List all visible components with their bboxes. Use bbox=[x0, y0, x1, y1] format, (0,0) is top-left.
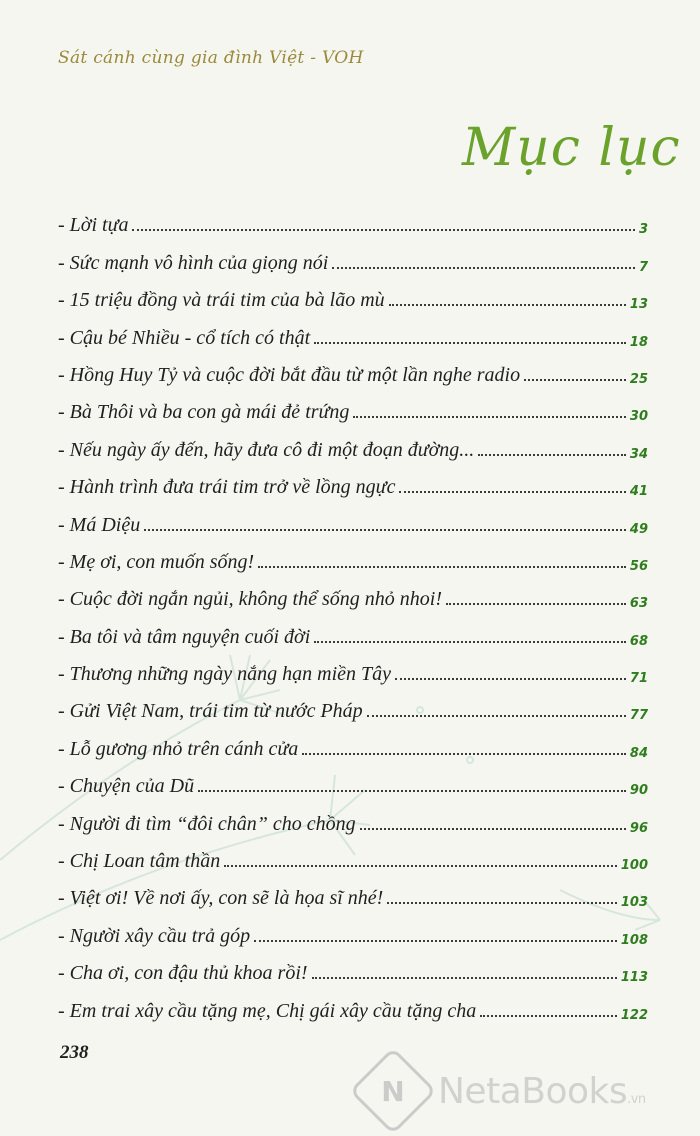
toc-entry bbox=[58, 611, 648, 648]
toc-entry-page: 108 bbox=[620, 932, 648, 948]
toc-leader-dots bbox=[224, 865, 617, 867]
toc-entry-page: 34 bbox=[629, 446, 648, 462]
toc-entry bbox=[58, 836, 648, 873]
toc-entry bbox=[58, 275, 648, 312]
toc-entry-title: - Chị Loan tâm thần bbox=[58, 850, 221, 873]
toc-leader-dots bbox=[258, 566, 626, 568]
page-number: 238 bbox=[60, 1042, 89, 1063]
toc-entry-page: 122 bbox=[620, 1007, 648, 1023]
toc-leader-dots bbox=[132, 229, 634, 231]
toc-entry-title: - Em trai xây cầu tặng mẹ, Chị gái xây cầu tặng cha bbox=[58, 999, 477, 1022]
toc-entry-page: 100 bbox=[620, 858, 648, 874]
toc-leader-dots bbox=[332, 267, 635, 269]
toc-entry bbox=[58, 686, 648, 723]
toc-entry bbox=[58, 312, 648, 349]
toc-entry bbox=[58, 537, 648, 574]
toc-entry bbox=[58, 237, 648, 274]
toc-entry-page: 30 bbox=[629, 409, 648, 425]
toc-leader-dots bbox=[353, 416, 625, 418]
toc-entry bbox=[58, 985, 648, 1022]
toc-entry-page: 113 bbox=[620, 970, 648, 986]
toc-entry-title: - Lời tựa bbox=[58, 214, 129, 237]
toc-entry-page: 49 bbox=[629, 521, 648, 537]
toc-leader-dots bbox=[254, 940, 617, 942]
toc-entry-page: 63 bbox=[629, 596, 648, 612]
toc-leader-dots bbox=[389, 304, 626, 306]
toc-entry-page: 13 bbox=[629, 297, 648, 313]
toc-entry bbox=[58, 462, 648, 499]
toc-entry-page: 25 bbox=[629, 371, 648, 387]
toc-entry bbox=[58, 798, 648, 835]
toc-entry bbox=[58, 200, 648, 237]
toc-list bbox=[58, 200, 648, 1023]
toc-entry bbox=[58, 424, 648, 461]
toc-leader-dots bbox=[399, 491, 625, 493]
toc-entry-page: 56 bbox=[629, 558, 648, 574]
toc-entry-title: - Người xây cầu trả góp bbox=[58, 924, 251, 947]
toc-entry-title: - Việt ơi! Về nơi ấy, con sẽ là họa sĩ nhé! bbox=[58, 887, 384, 910]
toc-entry-page: 7 bbox=[638, 259, 648, 275]
toc-entry-page: 77 bbox=[629, 708, 648, 724]
toc-leader-dots bbox=[478, 454, 626, 456]
toc-entry-title: - Ba tôi và tâm nguyện cuối đời bbox=[58, 625, 311, 648]
toc-entry-title: - Hồng Huy Tỷ và cuộc đời bắt đầu từ một lần nghe radio bbox=[58, 363, 521, 386]
toc-entry bbox=[58, 649, 648, 686]
watermark-text: NetaBooks.vn bbox=[438, 1070, 646, 1112]
toc-entry-title: - Cậu bé Nhiều - cổ tích có thật bbox=[58, 326, 311, 349]
toc-leader-dots bbox=[360, 828, 626, 830]
toc-entry-title: - 15 triệu đồng và trái tim của bà lão mù bbox=[58, 289, 385, 312]
toc-leader-dots bbox=[302, 753, 626, 755]
toc-entry-title: - Sức mạnh vô hình của giọng nói bbox=[58, 251, 329, 274]
toc-leader-dots bbox=[198, 790, 626, 792]
toc-entry-title: - Cuộc đời ngắn ngủi, không thể sống nhỏ nhoi! bbox=[58, 588, 442, 611]
toc-entry-page: 103 bbox=[620, 895, 648, 911]
toc-leader-dots bbox=[524, 379, 626, 381]
toc-entry-title: - Hành trình đưa trái tim trở về lồng ngực bbox=[58, 476, 396, 499]
toc-leader-dots bbox=[312, 977, 617, 979]
toc-entry-title: - Nếu ngày ấy đến, hãy đưa cô đi một đoạn đường... bbox=[58, 438, 475, 461]
toc-leader-dots bbox=[395, 678, 626, 680]
toc-entry bbox=[58, 350, 648, 387]
toc-leader-dots bbox=[480, 1015, 617, 1017]
toc-entry bbox=[58, 873, 648, 910]
toc-entry bbox=[58, 723, 648, 760]
toc-entry-page: 84 bbox=[629, 745, 648, 761]
toc-entry-title: - Thương những ngày nắng hạn miền Tây bbox=[58, 663, 392, 686]
toc-leader-dots bbox=[314, 342, 626, 344]
toc-leader-dots bbox=[446, 603, 626, 605]
toc-entry bbox=[58, 761, 648, 798]
toc-entry-title: - Cha ơi, con đậu thủ khoa rồi! bbox=[58, 962, 308, 985]
toc-entry-page: 96 bbox=[629, 820, 648, 836]
toc-entry-title: - Người đi tìm “đôi chân” cho chồng bbox=[58, 812, 356, 835]
toc-entry-page: 3 bbox=[638, 222, 648, 238]
toc-leader-dots bbox=[387, 902, 617, 904]
toc-entry-title: - Má Diệu bbox=[58, 513, 141, 536]
toc-entry bbox=[58, 574, 648, 611]
toc-entry-page: 68 bbox=[629, 633, 648, 649]
toc-entry-page: 90 bbox=[629, 783, 648, 799]
toc-leader-dots bbox=[314, 641, 626, 643]
toc-entry-title: - Mẹ ơi, con muốn sống! bbox=[58, 550, 255, 573]
toc-title: Mục lục bbox=[462, 118, 681, 178]
toc-entry bbox=[58, 910, 648, 947]
toc-entry-title: - Bà Thôi và ba con gà mái đẻ trứng bbox=[58, 401, 350, 424]
running-header: Sát cánh cùng gia đình Việt - VOH bbox=[58, 48, 364, 68]
toc-entry bbox=[58, 499, 648, 536]
toc-entry-page: 41 bbox=[629, 484, 648, 500]
toc-entry-page: 18 bbox=[629, 334, 648, 350]
netabooks-logo-icon: N bbox=[349, 1047, 437, 1135]
toc-entry-title: - Gửi Việt Nam, trái tim từ nước Pháp bbox=[58, 700, 363, 723]
toc-entry-title: - Chuyện của Dũ bbox=[58, 775, 195, 798]
toc-entry bbox=[58, 387, 648, 424]
toc-leader-dots bbox=[144, 529, 626, 531]
toc-leader-dots bbox=[367, 715, 626, 717]
netabooks-watermark bbox=[362, 1060, 646, 1122]
toc-entry-page: 71 bbox=[629, 671, 648, 687]
toc-entry-title: - Lỗ gương nhỏ trên cánh cửa bbox=[58, 737, 299, 760]
toc-entry bbox=[58, 948, 648, 985]
